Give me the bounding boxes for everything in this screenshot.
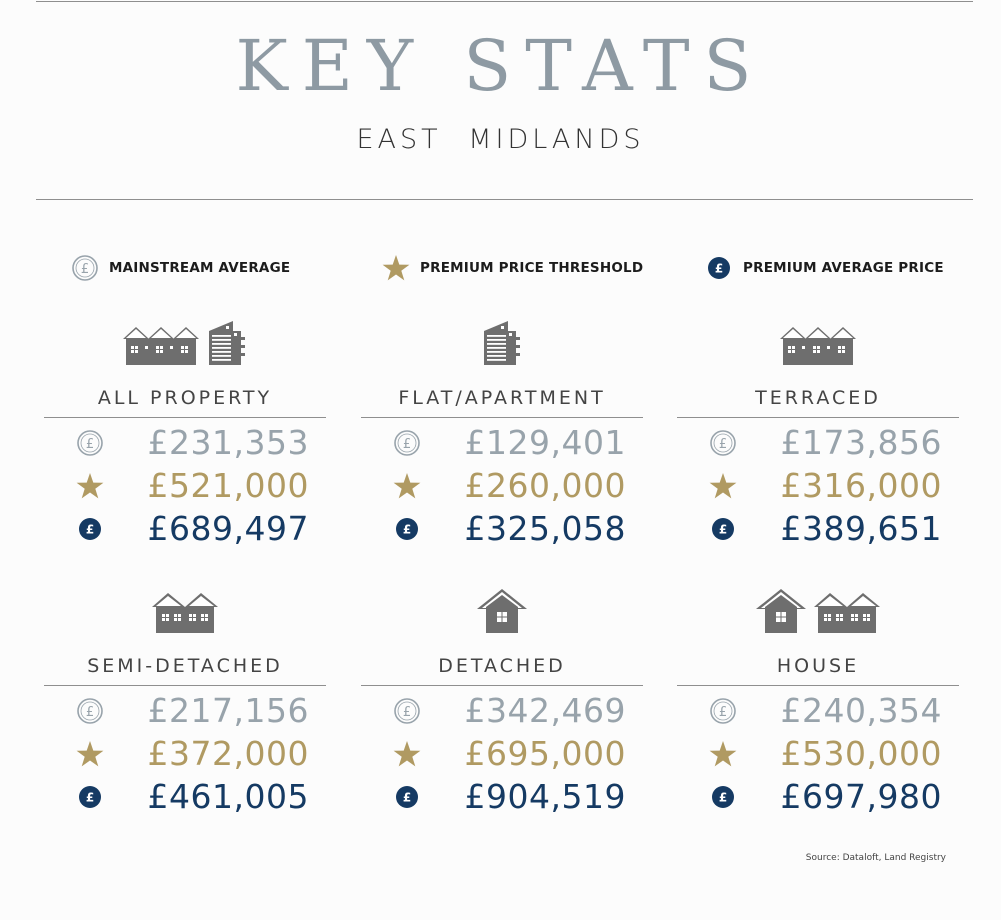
legend-label: MAINSTREAM AVERAGE	[109, 260, 291, 276]
premium-row	[677, 777, 959, 817]
premium-value: £389,651	[780, 509, 942, 548]
panel-divider	[677, 417, 959, 418]
semi-detached-house-icon	[152, 587, 218, 638]
detached-house-icon	[477, 587, 527, 638]
property-icons	[361, 588, 643, 638]
star-icon	[393, 472, 421, 500]
page-subtitle: EAST MIDLANDS	[356, 124, 645, 155]
svg-text:£: £	[714, 261, 724, 276]
pound-outline-icon	[393, 697, 421, 725]
premium-row	[677, 509, 959, 549]
threshold-row	[677, 734, 959, 774]
panel-title: HOUSE	[776, 655, 860, 677]
mainstream-row	[677, 691, 959, 731]
star-icon	[76, 472, 104, 500]
svg-text:£: £	[402, 790, 412, 805]
semi-detached-house-icon	[814, 587, 880, 638]
panel-all-property	[44, 320, 326, 550]
threshold-value: £530,000	[780, 734, 942, 773]
panel-divider	[44, 417, 326, 418]
star-icon	[382, 254, 410, 282]
pound-filled-icon	[76, 515, 104, 543]
property-icons	[44, 320, 326, 370]
panel-divider	[44, 685, 326, 686]
panel-title: DETACHED	[438, 655, 566, 677]
svg-text:£: £	[85, 522, 95, 537]
property-icons	[677, 320, 959, 370]
legend-item-premium	[705, 254, 944, 282]
threshold-value: £260,000	[464, 466, 626, 505]
pound-outline-icon	[76, 429, 104, 457]
mainstream-row	[361, 423, 643, 463]
source-note: Source: Dataloft, Land Registry	[805, 853, 946, 863]
panel-title: ALL PROPERTY	[97, 387, 273, 409]
svg-text:£: £	[402, 705, 412, 720]
svg-text:£: £	[718, 790, 728, 805]
apartment-icon	[482, 319, 522, 370]
pound-outline-icon	[71, 254, 99, 282]
property-icons	[44, 588, 326, 638]
premium-value: £461,005	[147, 777, 309, 816]
header-divider	[36, 199, 973, 200]
threshold-value: £372,000	[147, 734, 309, 773]
mainstream-value: £217,156	[147, 691, 309, 730]
pound-filled-icon	[393, 515, 421, 543]
threshold-row	[44, 466, 326, 506]
premium-value: £325,058	[464, 509, 626, 548]
pound-outline-icon	[76, 697, 104, 725]
mainstream-value: £173,856	[780, 423, 942, 462]
pound-filled-icon	[705, 254, 733, 282]
panel-divider	[361, 685, 643, 686]
panel-divider	[677, 685, 959, 686]
premium-row	[361, 509, 643, 549]
page-title: KEY STATS	[235, 25, 766, 107]
mainstream-value: £129,401	[464, 423, 626, 462]
svg-text:£: £	[402, 522, 412, 537]
mainstream-row	[44, 691, 326, 731]
svg-text:£: £	[402, 437, 412, 452]
threshold-value: £316,000	[780, 466, 942, 505]
panel-title: TERRACED	[755, 387, 881, 409]
premium-value: £697,980	[780, 777, 942, 816]
legend-label: PREMIUM PRICE THRESHOLD	[420, 260, 644, 276]
detached-house-icon	[756, 587, 806, 638]
mainstream-row	[677, 423, 959, 463]
mainstream-value: £231,353	[147, 423, 309, 462]
property-icons	[361, 320, 643, 370]
mainstream-value: £240,354	[780, 691, 942, 730]
terraced-house-icon	[780, 319, 856, 370]
star-icon	[709, 472, 737, 500]
panel-house	[677, 588, 959, 818]
svg-text:£: £	[718, 522, 728, 537]
mainstream-value: £342,469	[464, 691, 626, 730]
star-icon	[393, 740, 421, 768]
panel-title: FLAT/APARTMENT	[398, 387, 606, 409]
apartment-icon	[207, 319, 247, 370]
svg-text:£: £	[85, 437, 95, 452]
svg-text:£: £	[85, 790, 95, 805]
property-icons	[677, 588, 959, 638]
pound-outline-icon	[709, 429, 737, 457]
threshold-row	[677, 466, 959, 506]
pound-filled-icon	[709, 783, 737, 811]
threshold-value: £521,000	[147, 466, 309, 505]
legend-label: PREMIUM AVERAGE PRICE	[743, 260, 944, 276]
star-icon	[76, 740, 104, 768]
panel-title: SEMI-DETACHED	[87, 655, 283, 677]
mainstream-row	[44, 423, 326, 463]
svg-text:£: £	[718, 705, 728, 720]
panel-terraced	[677, 320, 959, 550]
panel-semi-detached	[44, 588, 326, 818]
terraced-house-icon	[123, 319, 199, 370]
premium-value: £904,519	[464, 777, 626, 816]
panel-flat-apartment	[361, 320, 643, 550]
premium-value: £689,497	[147, 509, 309, 548]
panel-detached	[361, 588, 643, 818]
premium-row	[361, 777, 643, 817]
panel-divider	[361, 417, 643, 418]
premium-row	[44, 777, 326, 817]
pound-filled-icon	[76, 783, 104, 811]
threshold-row	[361, 734, 643, 774]
mainstream-row	[361, 691, 643, 731]
threshold-row	[361, 466, 643, 506]
legend-item-mainstream	[71, 254, 290, 282]
pound-outline-icon	[709, 697, 737, 725]
star-icon	[709, 740, 737, 768]
svg-text:£: £	[85, 705, 95, 720]
pound-filled-icon	[709, 515, 737, 543]
pound-outline-icon	[393, 429, 421, 457]
svg-text:£: £	[718, 437, 728, 452]
pound-filled-icon	[393, 783, 421, 811]
threshold-row	[44, 734, 326, 774]
legend-item-threshold	[382, 254, 643, 282]
premium-row	[44, 509, 326, 549]
top-divider	[36, 1, 973, 2]
threshold-value: £695,000	[464, 734, 626, 773]
svg-text:£: £	[80, 262, 90, 277]
